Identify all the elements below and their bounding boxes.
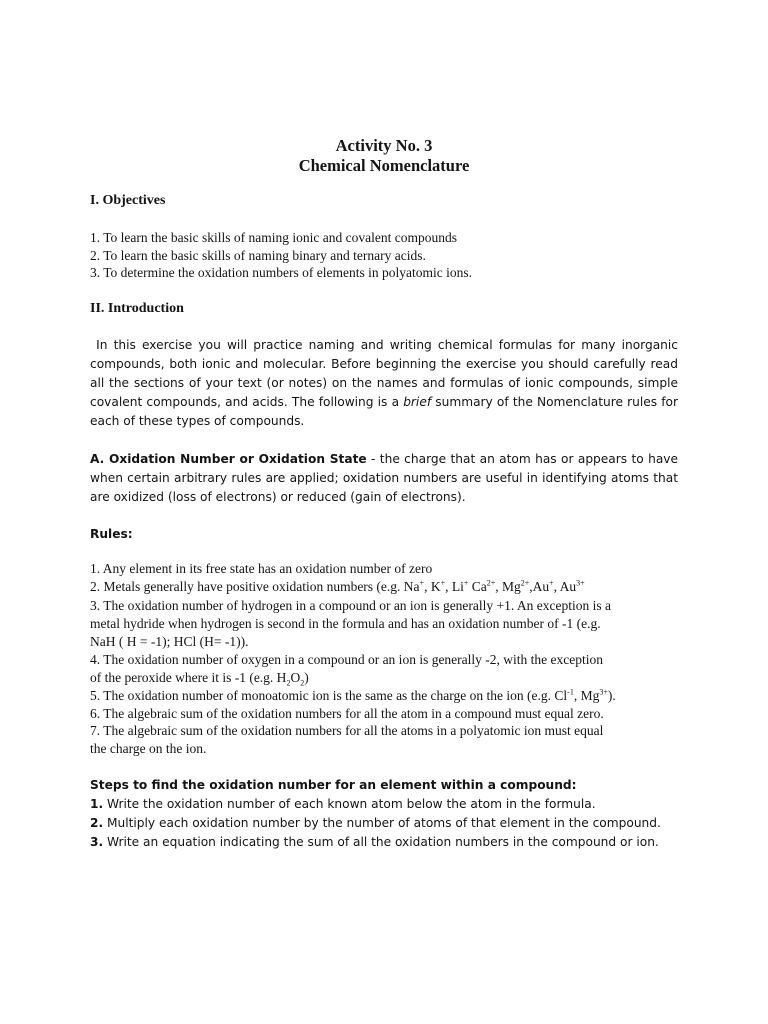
objective-item: 3. To determine the oxidation numbers of elements in polyatomic ions. bbox=[90, 265, 472, 280]
ion-symbol: Ca bbox=[471, 579, 487, 594]
step-item bbox=[90, 835, 659, 849]
rule-6: 6. The algebraic sum of the oxidation numbers for all the atom in a compound must equal zero. bbox=[90, 706, 604, 721]
ion-symbol: Au bbox=[559, 579, 577, 594]
ion-charge: 2+ bbox=[486, 578, 496, 588]
step-text: Multiply each oxidation number by the number of atoms of that element in the compound. bbox=[103, 816, 661, 830]
intro-line: all the sections of your text (or notes) on the names and formulas of ionic compounds, simple bbox=[90, 376, 678, 390]
ion-symbol: Au bbox=[532, 579, 550, 594]
rule-text: of the peroxide where it is -1 (e.g. H bbox=[90, 670, 287, 685]
activity-subtitle: Chemical Nomenclature bbox=[298, 156, 470, 175]
intro-line bbox=[90, 393, 678, 412]
ion-symbol: K bbox=[430, 579, 441, 594]
rule-3: 3. The oxidation number of hydrogen in a compound or an ion is generally +1. An exception is a bbox=[90, 598, 612, 613]
step-number: 1. bbox=[90, 797, 104, 811]
ion-charge: + bbox=[440, 578, 446, 588]
ion-charge: 3+ bbox=[599, 687, 608, 697]
oxidation-state-definition bbox=[90, 450, 678, 507]
subscript: 2 bbox=[286, 678, 291, 688]
step-text: Write an equation indicating the sum of all the oxidation numbers in the compound or ion. bbox=[103, 835, 659, 849]
rule-text: 2. Metals generally have positive oxidation numbers (e.g. Na bbox=[90, 579, 420, 594]
rule-4-continued bbox=[90, 670, 309, 686]
rule-7-continued: the charge on the ion. bbox=[90, 741, 207, 756]
step-item bbox=[90, 816, 661, 830]
definition-line: when certain arbitrary rules are applied; oxidation numbers are useful in identifying atoms that bbox=[90, 471, 678, 485]
step-number: 3. bbox=[90, 835, 104, 849]
step-number: 2. bbox=[90, 816, 104, 830]
intro-line: each of these types of compounds. bbox=[90, 414, 305, 428]
rules-heading: Rules: bbox=[90, 527, 133, 541]
rule-3-continued: metal hydride when hydrogen is second in the formula and has an oxidation number of -1 (e.g. bbox=[90, 616, 601, 631]
ion-charge: + bbox=[549, 578, 554, 588]
steps-heading: Steps to find the oxidation number for an element within a compound: bbox=[90, 778, 577, 792]
rule-3-continued: NaH ( H = -1); HCl (H= -1)). bbox=[90, 634, 249, 649]
step-item bbox=[90, 797, 596, 811]
step-text: Write the oxidation number of each known atom below the atom in the formula. bbox=[103, 797, 596, 811]
rule-1: 1. Any element in its free state has an oxidation number of zero bbox=[90, 561, 433, 576]
element-symbol: O bbox=[290, 670, 301, 685]
objectives-heading: I. Objectives bbox=[90, 193, 166, 208]
rule-5 bbox=[90, 688, 616, 704]
ion-charge: + bbox=[463, 578, 469, 588]
rule-2: 2. Metals generally have positive oxidation numbers (e.g. Na+, K+, Li+ $Ca^{2+}$, $Mg^{2+},Au^+$, $Au^{3+}$ bbox=[90, 578, 585, 594]
ion-charge: + bbox=[419, 578, 425, 588]
introduction-paragraph bbox=[90, 336, 678, 431]
rule-text: ) bbox=[304, 670, 309, 685]
ion-symbol: Mg bbox=[501, 579, 521, 594]
rule-text: ). bbox=[607, 688, 616, 703]
rule-4: 4. The oxidation number of oxygen in a compound or an ion is generally -2, with the exception bbox=[90, 652, 604, 667]
intro-emphasis: brief bbox=[403, 395, 432, 409]
intro-text: summary of the Nomenclature rules for bbox=[431, 395, 678, 409]
definition-line: are oxidized (loss of electrons) or reduced (gain of electrons). bbox=[90, 490, 466, 504]
ion-charge: -1 bbox=[567, 687, 574, 697]
definition-text: - the charge that an atom has or appears to have bbox=[366, 452, 679, 466]
rule-7: 7. The algebraic sum of the oxidation numbers for all the atoms in a polyatomic ion must equal bbox=[90, 723, 604, 738]
subscript: 2 bbox=[300, 678, 305, 688]
ion-charge: 2+ bbox=[520, 578, 530, 588]
rule-text: , Mg bbox=[573, 688, 600, 703]
intro-line: In this exercise you will practice naming and writing chemical formulas for many inorganic bbox=[90, 338, 678, 352]
ion-charge: 3+ bbox=[576, 578, 585, 588]
introduction-heading: II. Introduction bbox=[90, 301, 184, 316]
objective-item: 1. To learn the basic skills of naming ionic and covalent compounds bbox=[90, 230, 457, 245]
ion-symbol: Li bbox=[451, 579, 464, 594]
definition-line bbox=[90, 450, 678, 469]
intro-text: covalent compounds, and acids. The following is a bbox=[90, 395, 404, 409]
intro-line: compounds, both ionic and molecular. Before beginning the exercise you should carefully read bbox=[90, 357, 678, 371]
objective-item: 2. To learn the basic skills of naming binary and ternary acids. bbox=[90, 248, 426, 263]
definition-term: A. Oxidation Number or Oxidation State bbox=[90, 452, 367, 466]
rule-text: 5. The oxidation number of monoatomic ion is the same as the charge on the ion (e.g. Cl bbox=[90, 688, 568, 703]
activity-title: Activity No. 3 bbox=[335, 136, 433, 155]
